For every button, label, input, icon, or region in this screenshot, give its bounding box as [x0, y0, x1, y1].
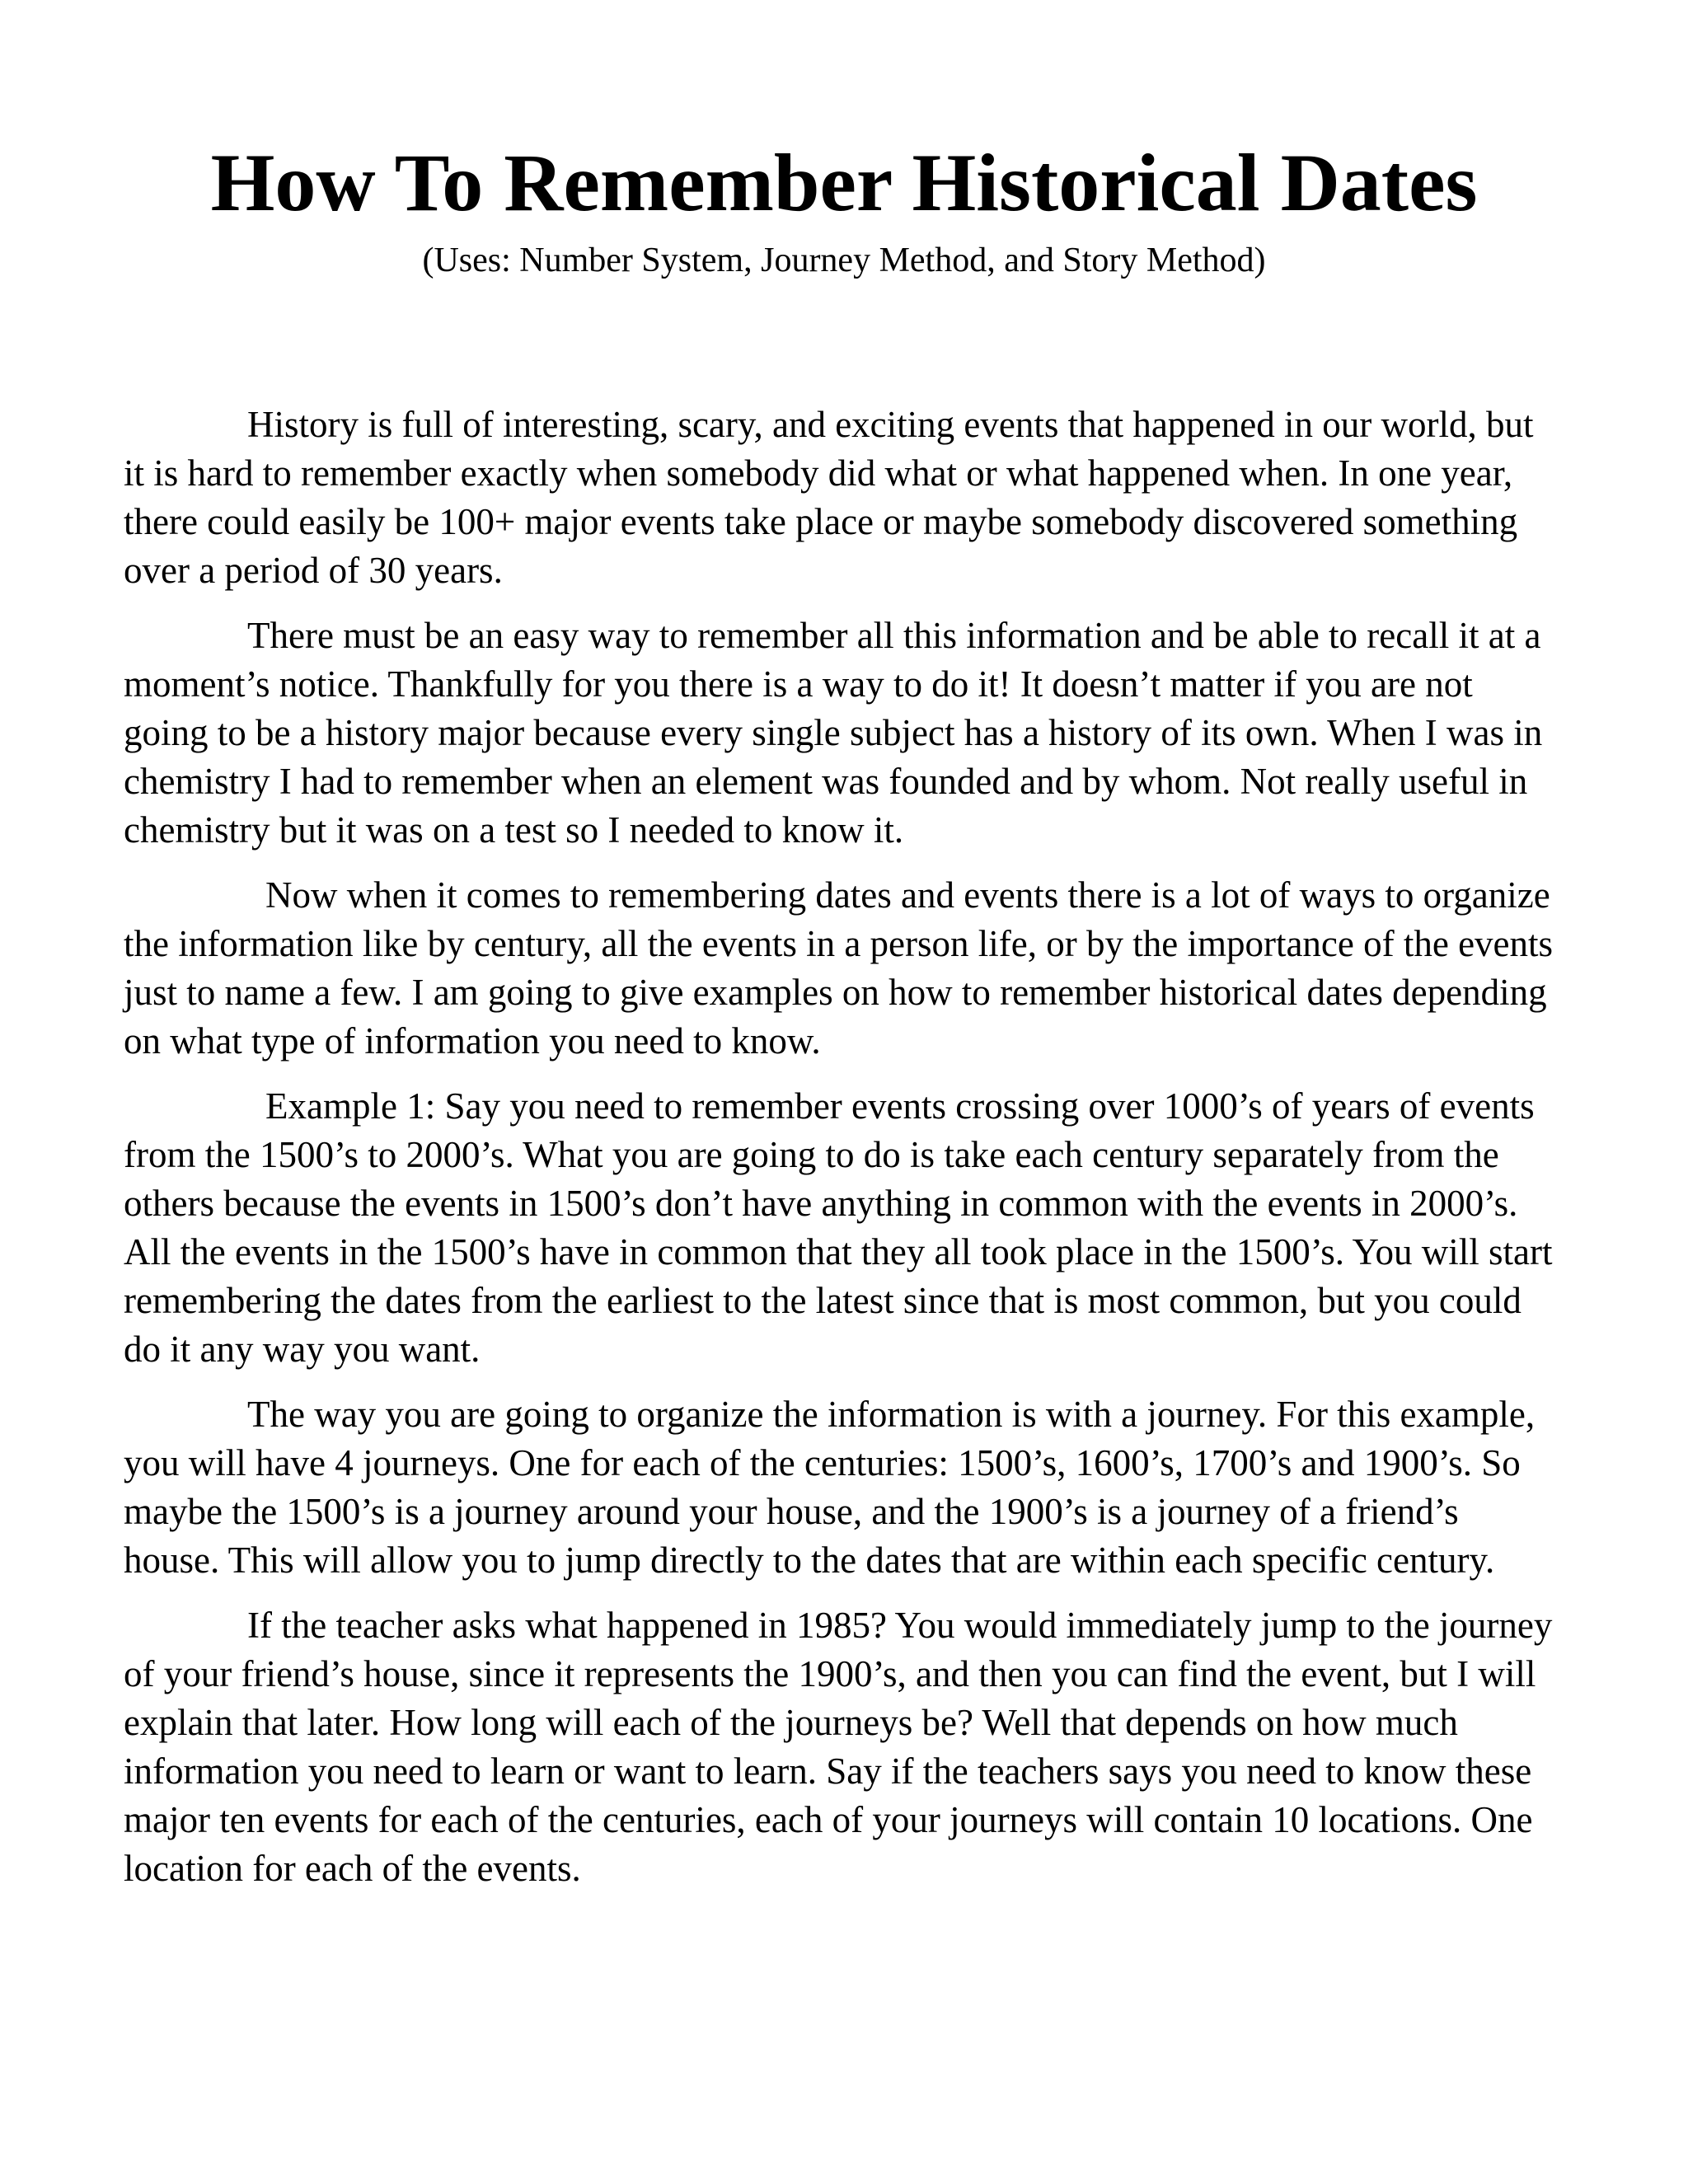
document-body	[124, 401, 1558, 1910]
paragraph-1: History is full of interesting, scary, and exciting events that happened in our world, but it is hard to remember exactly when somebody did what or what happened when. In one year, there could easily be 100+ major events take place or maybe somebody discovered something over a period of 30 years.	[124, 404, 1534, 591]
page-subtitle: (Uses: Number System, Journey Method, and Story Method)	[422, 241, 1266, 279]
paragraph-6: If the teacher asks what happened in 1985? You would immediately jump to the journey of your friend’s house, since it represents the 1900’s, and then you can find the event, but I will explain that later. How long will each of the journeys be? Well that depends on how much information you need to learn or want to learn. Say if the teachers says you need to know these major ten events for each of the centuries, each of your journeys will contain 10 locations. One location for each of the events.	[124, 1605, 1553, 1889]
paragraph-2: There must be an easy way to remember all this information and be able to recall it at a moment’s notice. Thankfully for you there is a way to do it! It doesn’t matter if you are not going to be a history major because every single subject has a history of its own. When I was in chemistry I had to remember when an element was founded and by whom. Not really useful in chemistry but it was on a test so I needed to know it.	[124, 615, 1543, 851]
page-title: How To Remember Historical Dates	[210, 137, 1478, 228]
paragraph-3: Now when it comes to remembering dates and events there is a lot of ways to organize the information like by century, all the events in a person life, or by the importance of the events just to name a few. I am going to give examples on how to remember historical dates depending on what type of information you need to know.	[124, 874, 1554, 1062]
paragraph-5: The way you are going to organize the information is with a journey. For this example, you will have 4 journeys. One for each of the centuries: 1500’s, 1600’s, 1700’s and 1900’s. So maybe the 1500’s is a journey around your house, and the 1900’s is a journey of a friend’s house. This will allow you to jump directly to the dates that are within each specific century.	[124, 1394, 1536, 1581]
paragraph-4: Example 1: Say you need to remember events crossing over 1000’s of years of events from the 1500’s to 2000’s. What you are going to do is take each century separately from the others because the events in 1500’s don’t have anything in common with the events in 2000’s. All the events in the 1500’s have in common that they all took place in the 1500’s. You will start remembering the dates from the earliest to the latest since that is most common, but you could do it any way you want.	[124, 1085, 1553, 1370]
